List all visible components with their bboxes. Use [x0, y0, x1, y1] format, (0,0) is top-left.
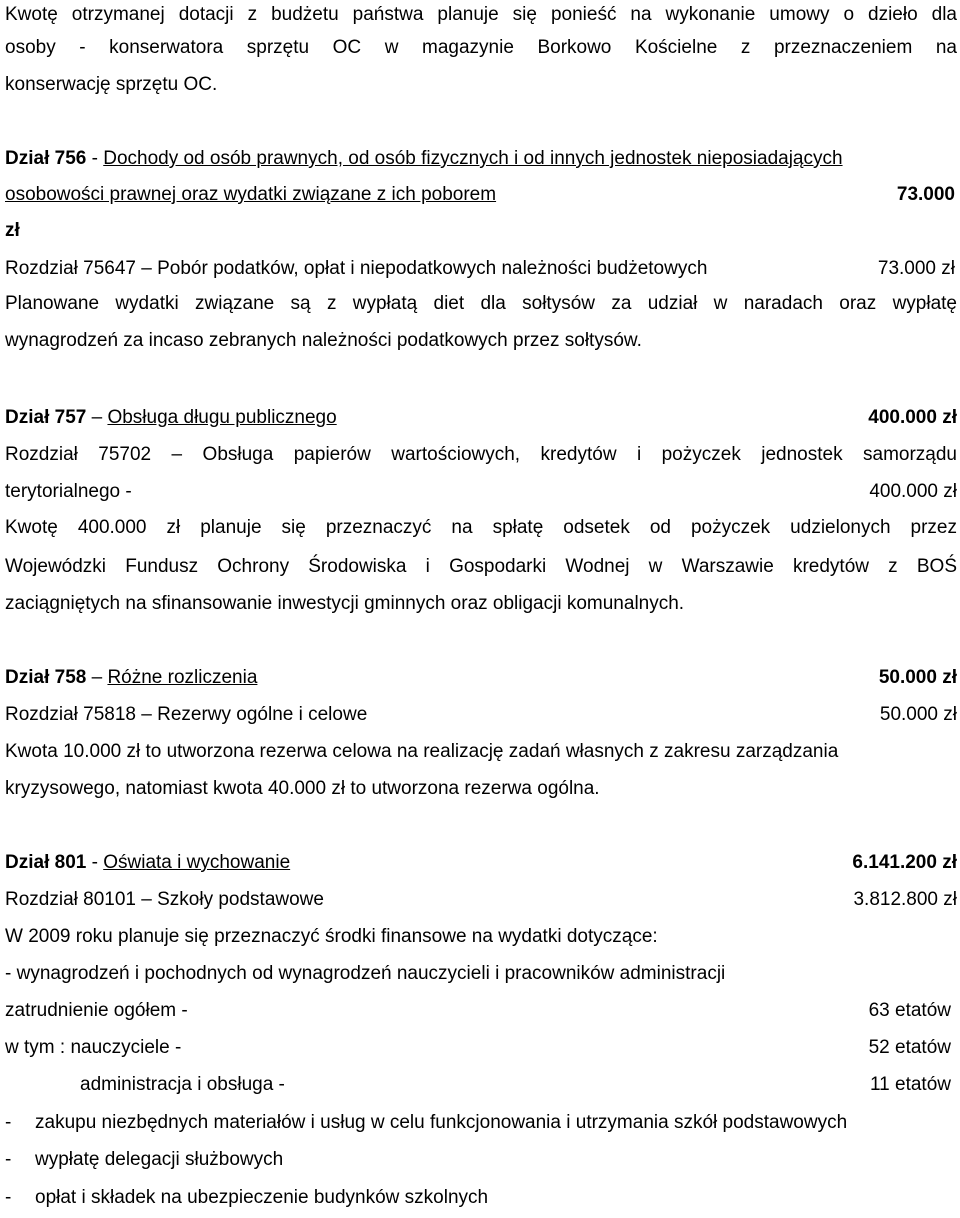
- section-amount: 73.000: [896, 184, 955, 205]
- list-item: [5, 1145, 957, 1175]
- rozdzial-75702-cont: [5, 477, 957, 507]
- section-title: Różne rozliczenia: [107, 667, 258, 688]
- staff-row: [5, 996, 957, 1026]
- section-heading-757: [5, 403, 957, 433]
- rozdzial-label: Rozdział 80101 – Szkoły podstawowe: [5, 889, 324, 910]
- paragraph-line: Kwotę 400.000 zł planuje się przeznaczyć na spłatę odsetek od pożyczek udzielonych przez: [5, 517, 957, 538]
- section-title-cont: osobowości prawnej oraz wydatki związane z ich poborem: [5, 184, 497, 205]
- section-dash: –: [86, 667, 108, 688]
- staff-value: 11 etatów: [870, 1074, 951, 1095]
- section-dash: -: [86, 852, 104, 873]
- section-title: Dochody od osób prawnych, od osób fizycznych i od innych jednostek: [103, 148, 692, 169]
- bullet-mark: -: [5, 1149, 12, 1170]
- bullet-mark: -: [5, 1187, 12, 1208]
- section-heading-756-cont: [5, 180, 957, 210]
- list-item: [5, 1108, 957, 1138]
- paragraph-line: Wojewódzki Fundusz Ochrony Środowiska i Gospodarki Wodnej w Warszawie kredytów z BOŚ: [5, 556, 957, 577]
- section-title: Obsługa długu publicznego: [107, 407, 337, 428]
- section-number: Dział 757: [5, 407, 87, 428]
- section-number: Dział 758: [5, 667, 87, 688]
- rozdzial-80101: [5, 885, 957, 915]
- paragraph-line: zaciągniętych na sfinansowanie inwestycji gminnych oraz obligacji komunalnych.: [5, 593, 685, 614]
- staff-label: administracja i obsługa -: [80, 1074, 285, 1095]
- section-heading-758: [5, 663, 957, 693]
- rozdzial-label: Rozdział 75647 – Pobór podatków, opłat i niepodatkowych należności budżetowych: [5, 258, 708, 279]
- staff-value: 63 etatów: [868, 1000, 951, 1021]
- rozdzial-amount: 400.000 zł: [869, 481, 957, 502]
- rozdzial-75702: Rozdział 75702 – Obsługa papierów wartościowych, kredytów i pożyczek jednostek samorządu: [5, 444, 957, 465]
- rozdzial-label: Rozdział 75818 – Rezerwy ogólne i celowe: [5, 704, 368, 725]
- paragraph-line: osoby - konserwatora sprzętu OC w magazynie Borkowo Kościelne z przeznaczeniem na: [5, 37, 957, 58]
- list-item: [5, 1183, 957, 1213]
- bullet-mark: -: [5, 1112, 12, 1133]
- bullet-text: wypłatę delegacji służbowych: [35, 1149, 284, 1170]
- paragraph-line: wynagrodzeń za incaso zebranych należności podatkowych przez sołtysów.: [5, 330, 642, 351]
- paragraph-line: kryzysowego, natomiast kwota 40.000 zł to utworzona rezerwa ogólna.: [5, 778, 600, 799]
- section-number: Dział 801: [5, 852, 87, 873]
- section-number: Dział 756: [5, 148, 87, 169]
- section-amount: 6.141.200 zł: [852, 852, 957, 873]
- rozdzial-75818: [5, 700, 957, 730]
- paragraph-line: Planowane wydatki związane są z wypłatą diet dla sołtysów za udział w naradach oraz wypłatę: [5, 293, 957, 314]
- rozdzial-amount: 3.812.800 zł: [853, 889, 957, 910]
- bullet-text: opłat i składek na ubezpieczenie budynków szkolnych: [35, 1187, 489, 1208]
- section-title-cont: nieposiadających: [691, 148, 843, 169]
- section-title: Oświata i wychowanie: [103, 852, 291, 873]
- section-currency: zł: [5, 220, 20, 241]
- staff-row: [5, 1070, 957, 1100]
- paragraph-line: konserwację sprzętu OC.: [5, 74, 218, 95]
- staff-label: zatrudnienie ogółem -: [5, 1000, 188, 1021]
- staff-label: w tym : nauczyciele -: [5, 1037, 182, 1058]
- staff-row: [5, 1033, 957, 1063]
- section-heading-756: [5, 144, 957, 174]
- section-amount: 50.000 zł: [878, 667, 957, 688]
- rozdzial-amount: 73.000 zł: [877, 258, 955, 279]
- rozdzial-label: terytorialnego -: [5, 481, 132, 502]
- section-heading-801: [5, 848, 957, 878]
- paragraph-line: W 2009 roku planuje się przeznaczyć środki finansowe na wydatki dotyczące:: [5, 926, 658, 947]
- rozdzial-amount: 50.000 zł: [879, 704, 957, 725]
- section-dash: –: [86, 407, 108, 428]
- list-item: - wynagrodzeń i pochodnych od wynagrodzeń nauczycieli i pracowników administracji: [5, 963, 726, 984]
- paragraph-line: Kwota 10.000 zł to utworzona rezerwa celowa na realizację zadań własnych z zakresu zarządzania: [5, 741, 839, 762]
- rozdzial-75647: [5, 254, 957, 284]
- section-dash: -: [86, 148, 104, 169]
- staff-value: 52 etatów: [868, 1037, 951, 1058]
- paragraph-line: Kwotę otrzymanej dotacji z budżetu państwa planuje się ponieść na wykonanie umowy o dzieło dla: [5, 4, 957, 25]
- bullet-text: zakupu niezbędnych materiałów i usług w celu funkcjonowania i utrzymania szkół podstawowych: [35, 1112, 848, 1133]
- section-amount: 400.000 zł: [868, 407, 957, 428]
